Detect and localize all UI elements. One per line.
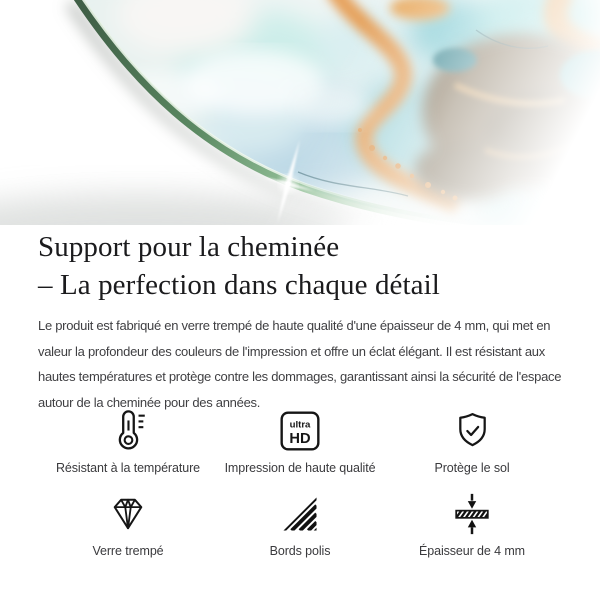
product-image-visual: [0, 0, 600, 225]
page-title: [38, 228, 562, 304]
shield-check-icon: [450, 409, 495, 454]
description-line: autour de la cheminée pour des années.: [38, 394, 261, 410]
feature-polished-edges: [214, 490, 386, 559]
white-fade-overlay: [0, 0, 600, 225]
feature-label: Impression de haute qualité: [224, 461, 376, 475]
thickness-icon: [449, 491, 495, 537]
feature-label: Résistant à la température: [55, 461, 200, 475]
feature-label: Épaisseur de 4 mm: [419, 544, 525, 558]
thermometer-icon: [105, 408, 151, 454]
feature-temperature: [42, 407, 214, 476]
description-line: hautes températures et protège contre les dommages, garantissant ainsi la sécurité de l'espace: [38, 369, 562, 384]
product-description: [38, 313, 562, 415]
hd-label: HD: [289, 430, 311, 447]
feature-floor-protection: [386, 407, 558, 476]
feature-thickness: [386, 490, 558, 559]
feature-label: Protège le sol: [434, 461, 510, 475]
title-line-1: Support pour la cheminée: [38, 231, 340, 263]
polished-edges-icon: [279, 493, 321, 535]
diamond-icon: [106, 492, 150, 536]
feature-label: Verre trempé: [92, 544, 164, 558]
features-grid: [38, 407, 562, 559]
ultra-hd-icon: [278, 409, 322, 453]
ultra-label: ultra: [289, 419, 311, 431]
feature-label: Bords polis: [269, 544, 331, 558]
description-line: valeur la profondeur des couleurs de l'impression et offre un éclat élégant. Il est résistant aux: [38, 343, 545, 359]
description-line: Le produit est fabriqué en verre trempé de haute qualité d'une épaisseur de 4 mm, qui met en: [38, 318, 551, 333]
feature-print-quality: [214, 407, 386, 476]
product-details-section: [0, 228, 600, 559]
product-image: [0, 0, 600, 225]
feature-tempered-glass: [42, 490, 214, 559]
title-line-2: – La perfection dans chaque détail: [38, 269, 440, 301]
